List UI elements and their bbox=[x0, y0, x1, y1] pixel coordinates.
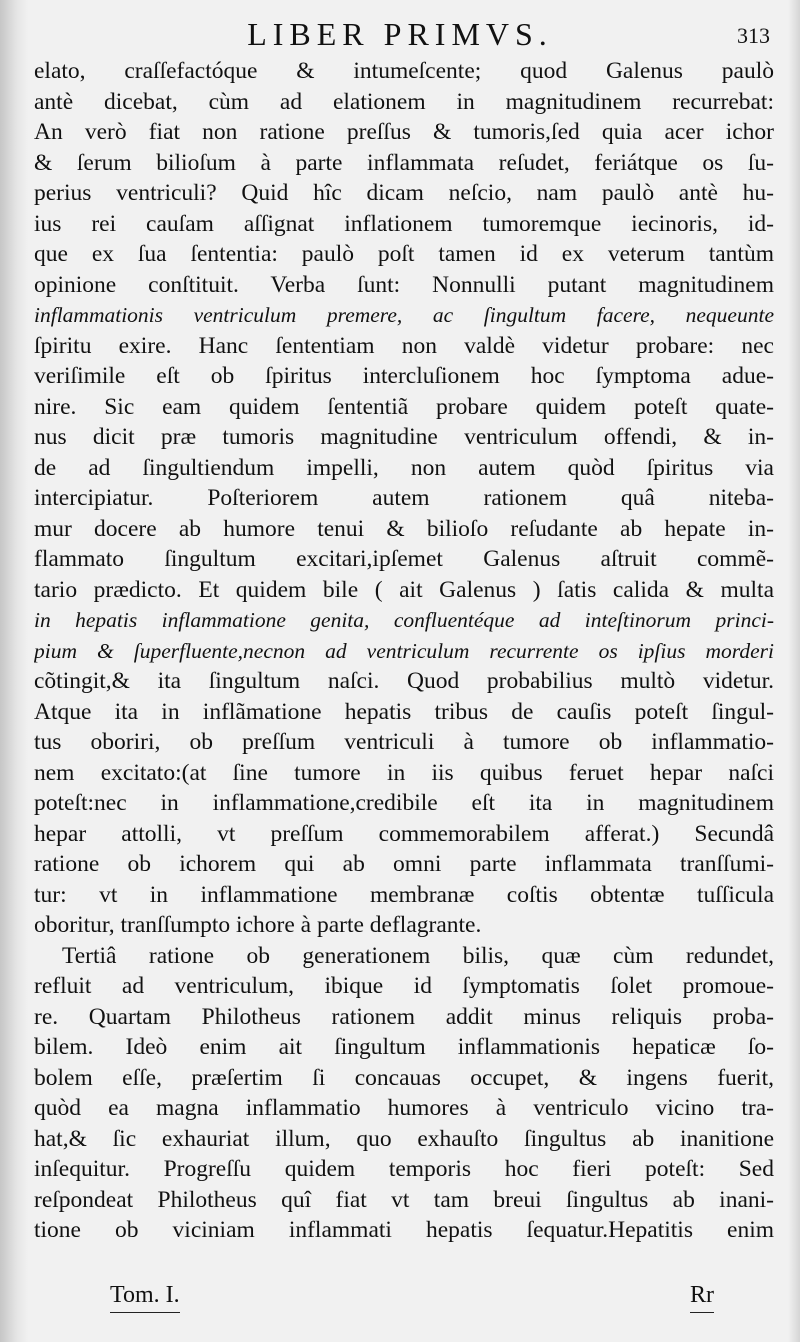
text-line: perius ventriculi? Quid hîc dicam neſcio, nam paulò antè hu- bbox=[34, 180, 774, 206]
signature-mark: Rr bbox=[690, 1278, 714, 1313]
volume-mark: Tom. I. bbox=[110, 1278, 180, 1313]
text-line-italic: in hepatis inflammatione genita, confluentéque ad inteſtinorum princi- bbox=[34, 608, 774, 632]
text-line: intercipiatur. Poſteriorem autem rationem quâ niteba- bbox=[34, 485, 774, 511]
text-line: nire. Sic eam quidem ſententiã probare quidem poteſt quate- bbox=[34, 393, 774, 420]
text-line: reſpondeat Philotheus quî fiat vt tam breui ſingultus ab inani- bbox=[34, 1186, 774, 1213]
text-line: tus oboriri, ob preſſum ventriculi à tumore ob inflammatio- bbox=[34, 729, 774, 755]
text-line-italic: pium & ſuperfluente,necnon ad ventriculum recurrente os ipſius morderi bbox=[34, 638, 774, 663]
page-number: 313 bbox=[737, 23, 770, 48]
text-line: de ad ſingultiendum impelli, non autem quòd ſpiritus via bbox=[34, 454, 774, 481]
text-line: ius rei cauſam aſſignat inflationem tumoremque iecinoris, id- bbox=[34, 210, 774, 237]
text-line-paragraph-start: Tertiâ ratione ob generationem bilis, quæ cùm redundet, bbox=[62, 942, 774, 969]
running-head: LIBER PRIMVS. bbox=[247, 16, 553, 52]
text-line: elato, craſſefactóque & intumeſcente; quod Galenus paulò bbox=[34, 58, 774, 84]
text-line: poteſt:nec in inflammatione,credibile eſt ita in magnitudinem bbox=[34, 790, 774, 816]
text-line: nus dicit præ tumoris magnitudine ventriculum offendi, & in- bbox=[34, 424, 774, 450]
text-line-italic: inflammationis ventriculum premere, ac ſingultum facere, nequeunte bbox=[34, 303, 774, 327]
text-line: Atque ita in inflãmatione hepatis tribus de cauſis poteſt ſingul- bbox=[34, 698, 774, 725]
text-line: ſpiritu exire. Hanc ſententiam non valdè videtur probare: nec bbox=[34, 332, 774, 359]
text-line: re. Quartam Philotheus rationem addit minus reliquis proba- bbox=[34, 1003, 774, 1030]
page-header bbox=[30, 14, 770, 54]
text-line: nem excitato:(at ſine tumore in iis quibus feruet hepar naſci bbox=[34, 759, 774, 786]
page-footer bbox=[110, 1278, 714, 1318]
text-line: tione ob viciniam inflammati hepatis ſequatur.Hepatitis enim bbox=[34, 1217, 774, 1243]
text-line: hepar attolli, vt preſſum commemorabilem afferat.) Secundâ bbox=[34, 820, 774, 847]
text-line: hat,& ſic exhauriat illum, quo exhauſto ſingultus ab inanitione bbox=[34, 1125, 774, 1152]
text-line: & ſerum bilioſum à parte inflammata reſudet, feriátque os ſu- bbox=[34, 149, 774, 176]
text-line: quòd ea magna inflammatio humores à ventriculo vicino tra- bbox=[34, 1095, 774, 1121]
text-line: ratione ob ichorem qui ab omni parte inflammata tranſſumi- bbox=[34, 851, 774, 877]
text-line: veriſimile eſt ob ſpiritus intercluſionem hoc ſymptoma adue- bbox=[34, 363, 774, 389]
text-line: An verò fiat non ratione preſſus & tumoris,ſed quia acer ichor bbox=[34, 119, 774, 145]
text-line: bolem eſſe, præſertim ſi concauas occupet, & ingens fuerit, bbox=[34, 1064, 774, 1091]
text-line: tario prædicto. Et quidem bile ( ait Galenus ) ſatis calida & multa bbox=[34, 576, 774, 603]
text-line: que ex ſua ſententia: paulò poſt tamen id ex veterum tantùm bbox=[34, 241, 774, 267]
text-line: opinione conſtituit. Verba ſunt: Nonnulli putant magnitudinem bbox=[34, 271, 774, 298]
text-line: tur: vt in inflammatione membranæ coſtis obtentæ tuſſicula bbox=[34, 881, 774, 908]
body-text bbox=[34, 56, 774, 1276]
text-line: inſequitur. Progreſſu quidem temporis hoc fieri poteſt: Sed bbox=[34, 1156, 774, 1182]
text-line: antè dicebat, cùm ad elationem in magnitudinem recurrebat: bbox=[34, 88, 774, 115]
text-line: cõtingit,& ita ſingultum naſci. Quod probabilius multò videtur. bbox=[34, 668, 774, 694]
text-line-paragraph-end: oboritur, tranſſumpto ichore à parte deflagrante. bbox=[34, 912, 482, 938]
text-line: refluit ad ventriculum, ibique id ſymptomatis ſolet promoue- bbox=[34, 973, 774, 999]
text-line: mur docere ab humore tenui & bilioſo reſudante ab hepate in- bbox=[34, 515, 774, 542]
text-line: bilem. Ideò enim ait ſingultum inflammationis hepaticæ ſo- bbox=[34, 1034, 774, 1060]
text-line: flammato ſingultum excitari,ipſemet Galenus aſtruit commẽ- bbox=[34, 546, 774, 572]
